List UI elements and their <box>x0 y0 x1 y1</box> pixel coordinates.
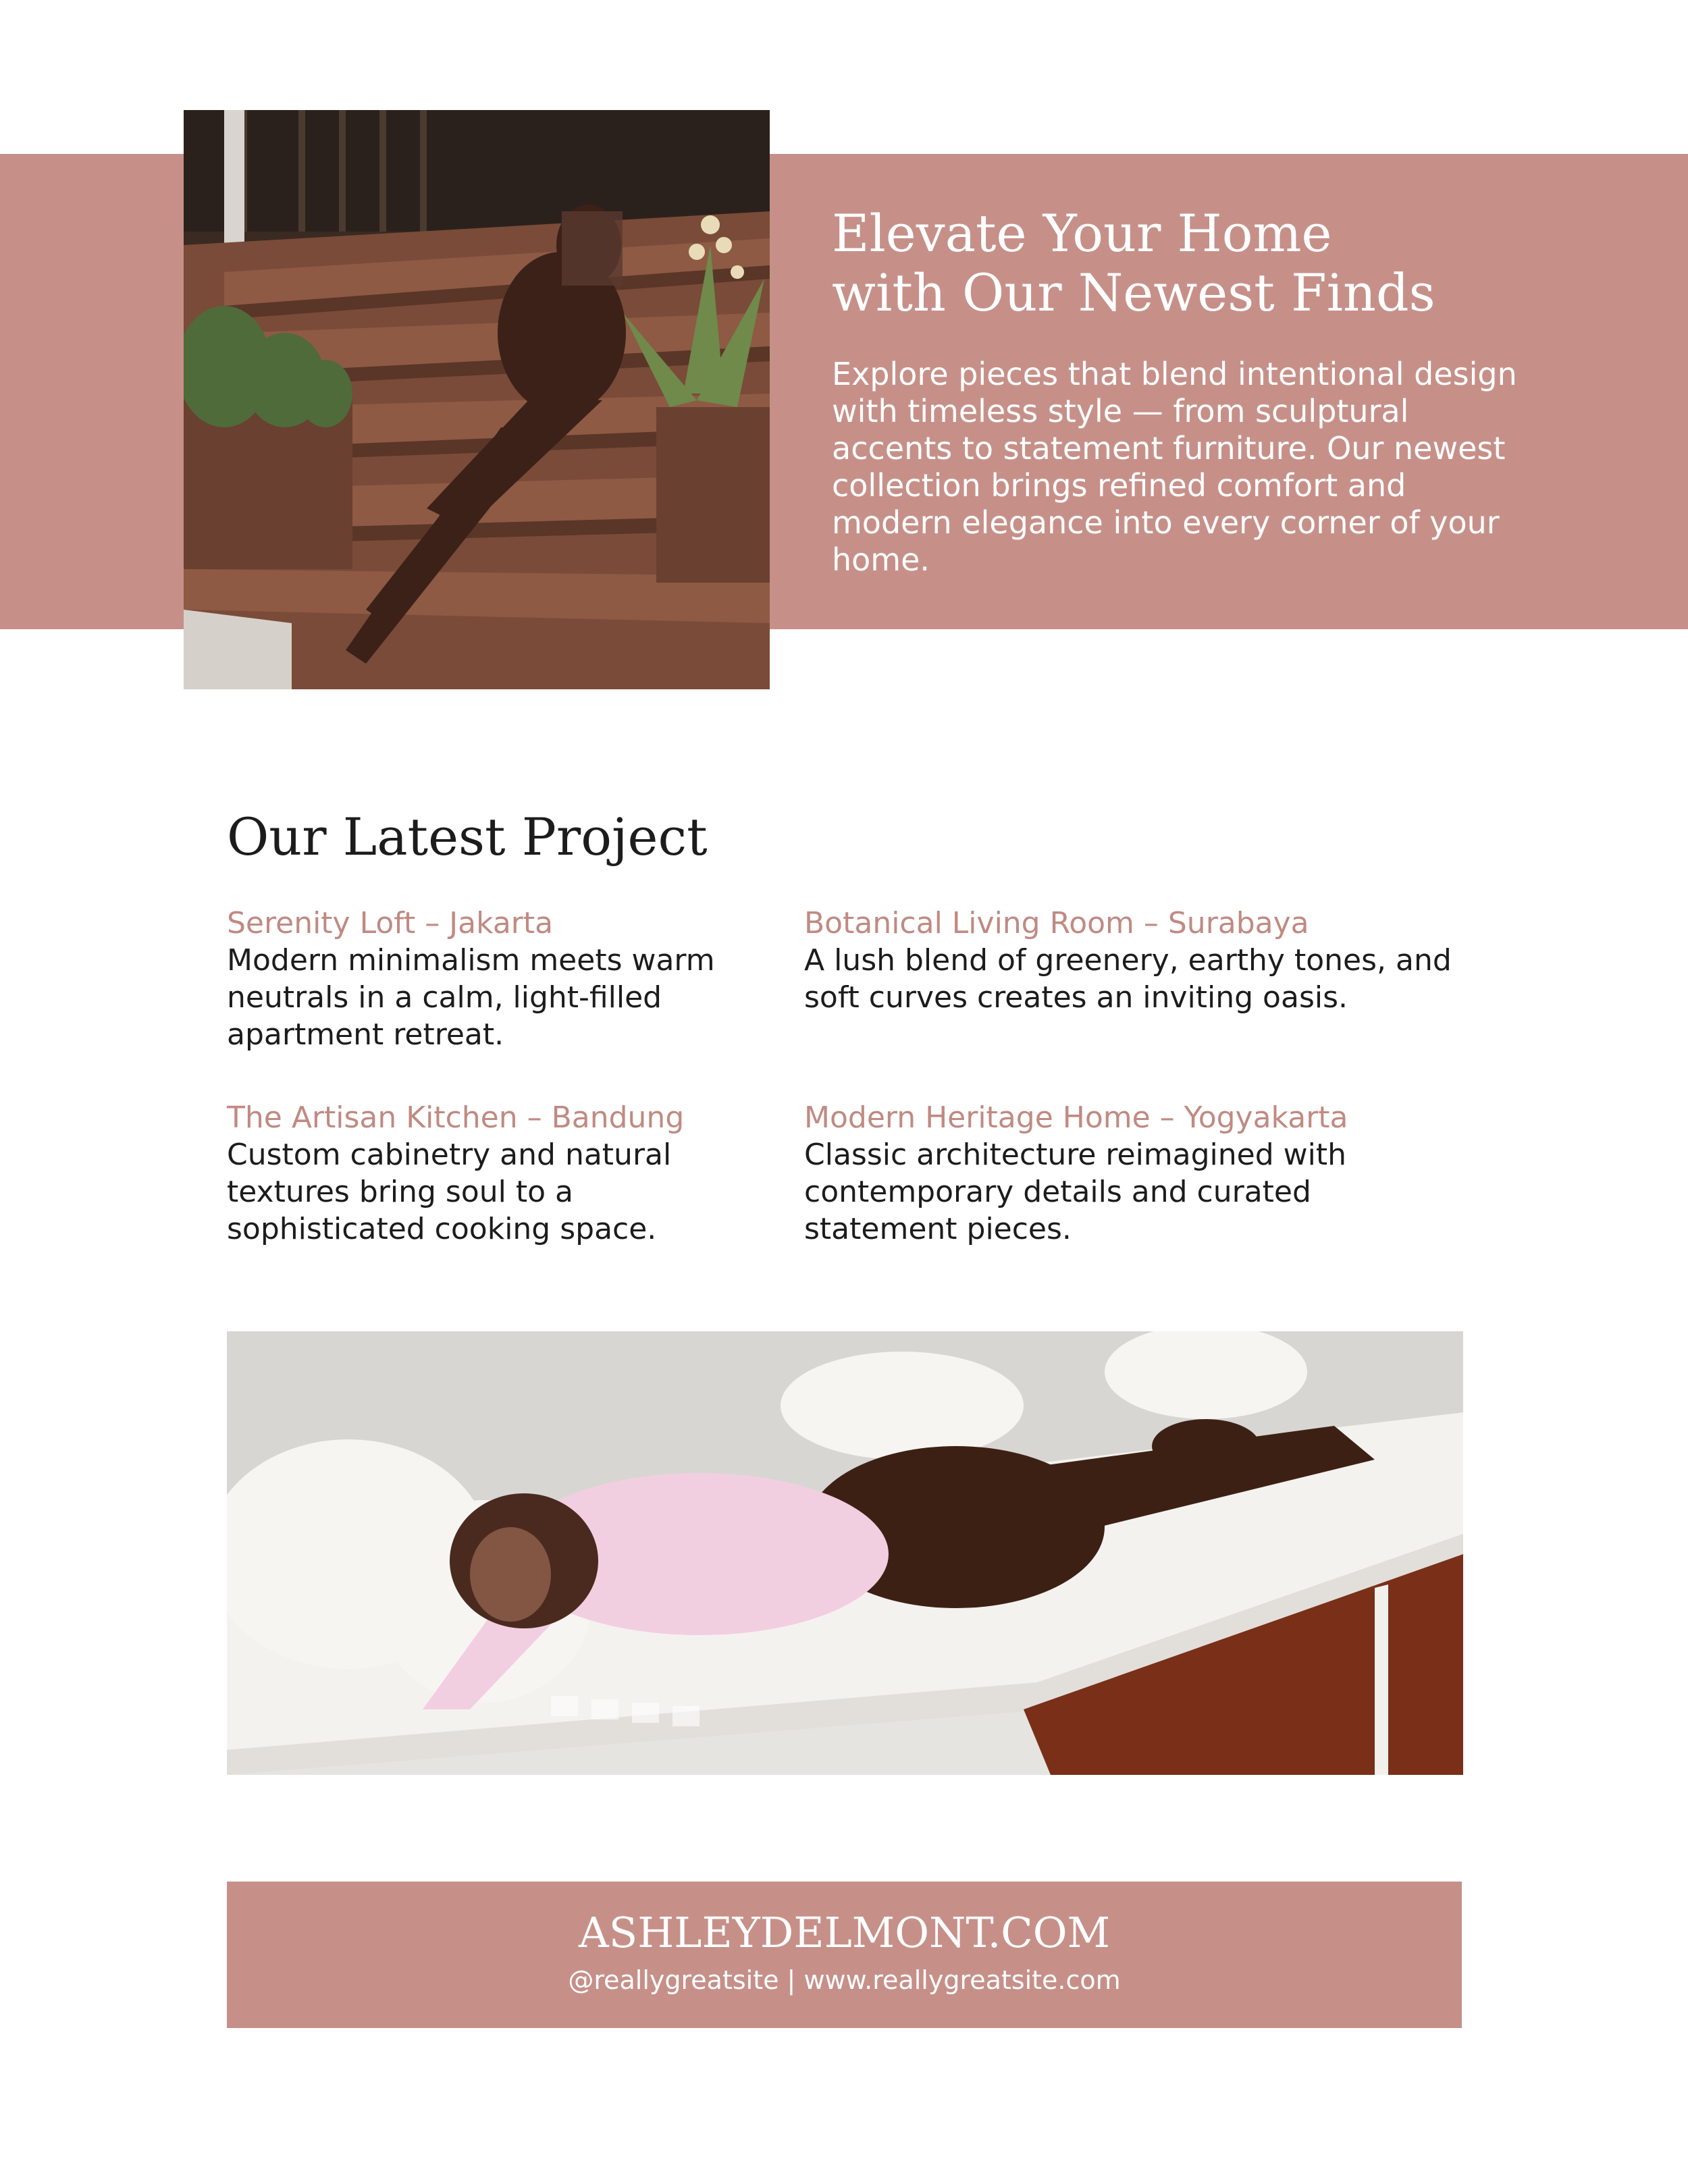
project-description: A lush blend of greenery, earthy tones, and soft curves creates an inviting oasis. <box>804 943 1452 1015</box>
hero-description: Explore pieces that blend intentional design with timeless style — from sculptural accents to statement furniture. Our newest collection brings refined comfort and modern elegance into every corner of your home. <box>832 356 1517 578</box>
footer-banner <box>227 1882 1462 2028</box>
section-title: Our Latest Project <box>227 807 708 867</box>
project-name: The Artisan Kitchen – Bandung <box>227 1100 685 1135</box>
project-item <box>227 905 760 1053</box>
project-description: Modern minimalism meets warm neutrals in a calm, light-filled apartment retreat. <box>227 943 715 1052</box>
project-item <box>227 1099 760 1248</box>
footer-website-link[interactable]: ASHLEYDELMONT.COM <box>578 1908 1111 1957</box>
hero-photo <box>184 110 770 689</box>
project-name: Botanical Living Room – Surabaya <box>804 906 1309 940</box>
project-item <box>804 905 1452 1016</box>
project-item <box>804 1099 1452 1248</box>
project-description: Custom cabinetry and natural textures bring soul to a sophisticated cooking space. <box>227 1138 672 1246</box>
project-description: Classic architecture reimagined with contemporary details and curated statement pieces. <box>804 1138 1346 1246</box>
hero-title: Elevate Your Home with Our Newest Finds <box>832 203 1435 323</box>
project-name: Modern Heritage Home – Yogyakarta <box>804 1100 1348 1135</box>
project-name: Serenity Loft – Jakarta <box>227 906 554 940</box>
footer-contact[interactable]: @reallygreatsite | www.reallygreatsite.com <box>568 1965 1121 1995</box>
project-photo <box>227 1331 1463 1775</box>
